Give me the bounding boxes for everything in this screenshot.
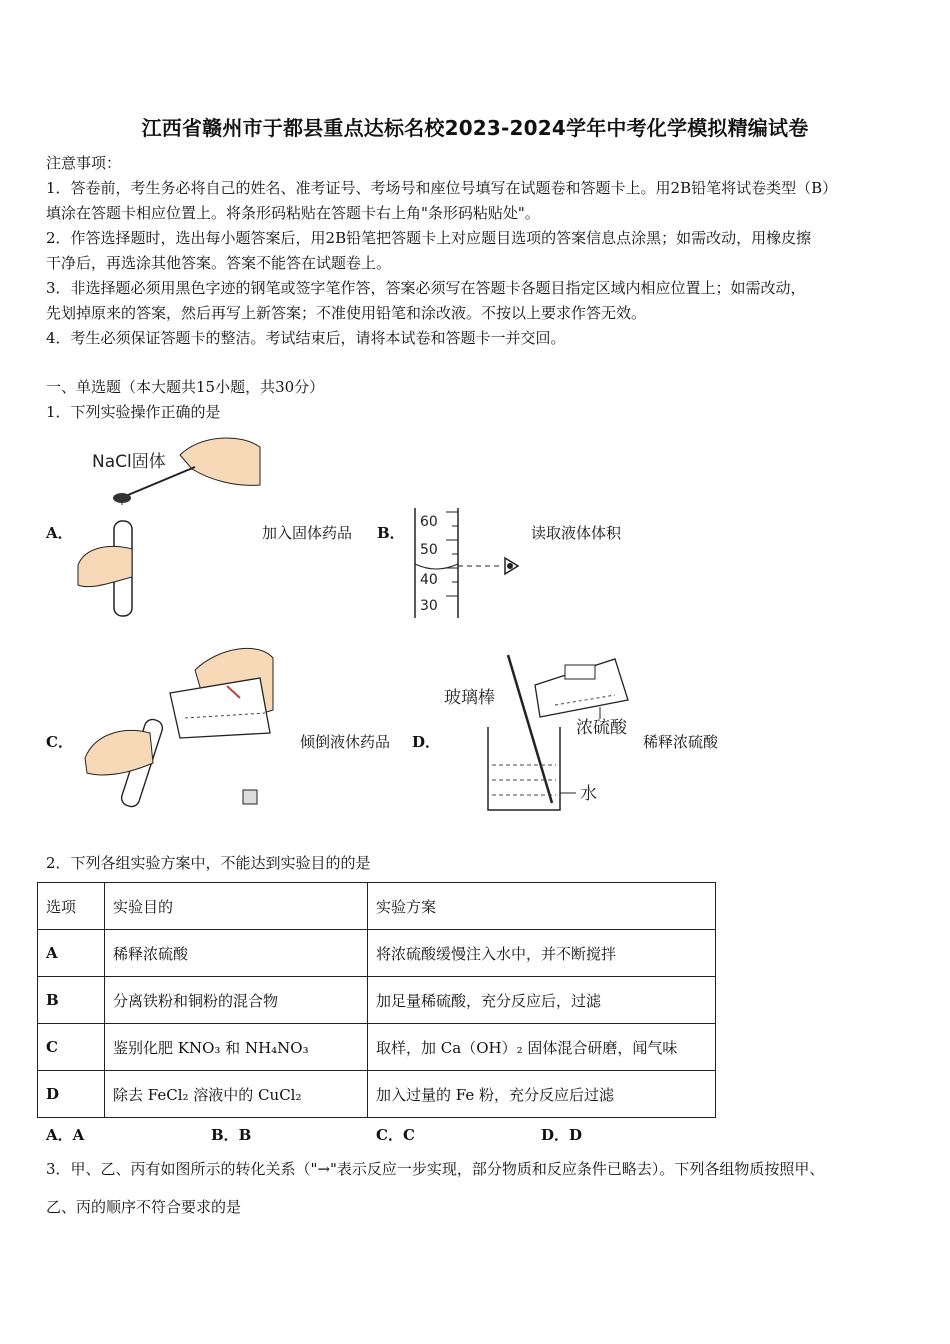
question-3-line: 3．甲、乙、丙有如图所示的转化关系（"→"表示反应一步实现，部分物质和反应条件已略去）。下列各组物质按照甲、: [46, 1160, 825, 1178]
table-row: [38, 1071, 716, 1118]
figure-pour-liquid: [75, 638, 280, 813]
q2-choice-b: B．B: [211, 1126, 252, 1144]
table-header: 选项: [38, 883, 105, 930]
table-cell: B: [38, 977, 105, 1024]
notice-heading: 注意事项：: [46, 154, 122, 172]
question-2-table: [37, 882, 716, 1118]
figure-d-rod-label: 玻璃棒: [444, 688, 495, 708]
notice-line: 干净后，再选涂其他答案。答案不能答在试题卷上。: [46, 254, 392, 272]
tick-30: 30: [420, 598, 438, 614]
table-row: [38, 1024, 716, 1071]
tick-50: 50: [420, 542, 438, 558]
notice-line: 1．答卷前，考生务必将自己的姓名、准考证号、考场号和座位号填写在试题卷和答题卡上。用2B铅笔将试卷类型（B）: [46, 179, 838, 197]
table-cell: C: [38, 1024, 105, 1071]
figure-d-acid-label: 浓硫酸: [576, 718, 627, 738]
notice-line: 填涂在答题卡相应位置上。将条形码粘贴在答题卡右上角"条形码粘贴处"。: [46, 204, 540, 222]
option-d-caption: 稀释浓硫酸: [643, 733, 719, 751]
table-cell: 取样，加 Ca（OH）₂ 固体混合研磨，闻气味: [368, 1024, 716, 1071]
figure-add-solid: [70, 425, 265, 630]
table-cell: 将浓硫酸缓慢注入水中，并不断搅拌: [368, 930, 716, 977]
notice-line: 4．考生必须保证答题卡的整洁。考试结束后，请将本试卷和答题卡一并交回。: [46, 329, 566, 347]
table-header: 实验方案: [368, 883, 716, 930]
figure-a-text: NaCl固体: [92, 452, 166, 472]
table-row: [38, 930, 716, 977]
table-header-row: [38, 883, 716, 930]
table-header: 实验目的: [105, 883, 368, 930]
table-cell: 分离铁粉和铜粉的混合物: [105, 977, 368, 1024]
option-a-label: A．: [46, 524, 73, 542]
table-cell: 加足量稀硫酸，充分反应后，过滤: [368, 977, 716, 1024]
page-title: 江西省赣州市于都县重点达标名校2023-2024学年中考化学模拟精编试卷: [141, 116, 809, 140]
tick-40: 40: [420, 572, 438, 588]
question-2-stem: 2．下列各组实验方案中，不能达到实验目的的是: [46, 854, 371, 872]
table-cell: D: [38, 1071, 105, 1118]
table-cell: 加入过量的 Fe 粉，充分反应后过滤: [368, 1071, 716, 1118]
option-b-label: B．: [377, 524, 405, 542]
option-a-caption: 加入固体药品: [262, 524, 353, 542]
q2-choice-c: C．C: [376, 1126, 415, 1144]
table-cell: 稀释浓硫酸: [105, 930, 368, 977]
table-cell: A: [38, 930, 105, 977]
table-cell: 除去 FeCl₂ 溶液中的 CuCl₂: [105, 1071, 368, 1118]
question-3-line: 乙、丙的顺序不符合要求的是: [46, 1198, 242, 1216]
notice-line: 先划掉原来的答案，然后再写上新答案；不准使用铅笔和涂改液。不按以上要求作答无效。: [46, 304, 647, 322]
option-c-caption: 倾倒液休药品: [300, 733, 391, 751]
tick-60: 60: [420, 514, 438, 530]
option-c-label: C．: [46, 733, 73, 751]
figure-dilute-acid: [440, 645, 640, 817]
q2-choice-d: D．D: [541, 1126, 583, 1144]
notice-line: 3．非选择题必须用黑色字迹的钢笔或签字笔作答，答案必须写在答题卡各题目指定区域内相应位置上；如需改动，: [46, 279, 806, 297]
table-cell: 鉴别化肥 KNO₃ 和 NH₄NO₃: [105, 1024, 368, 1071]
q2-choice-a: A．A: [46, 1126, 85, 1144]
question-1-stem: 1．下列实验操作正确的是: [46, 403, 221, 421]
figure-read-volume: [410, 502, 530, 624]
figure-d-water-label: 水: [580, 784, 597, 804]
table-row: [38, 977, 716, 1024]
option-b-caption: 读取液体体积: [531, 524, 622, 542]
option-d-label: D．: [412, 733, 441, 751]
notice-line: 2．作答选择题时，选出每小题答案后，用2B铅笔把答题卡上对应题目选项的答案信息点涂黑；如需改动，用橡皮擦: [46, 229, 812, 247]
section-heading: 一、单选题（本大题共15小题，共30分）: [46, 378, 325, 396]
